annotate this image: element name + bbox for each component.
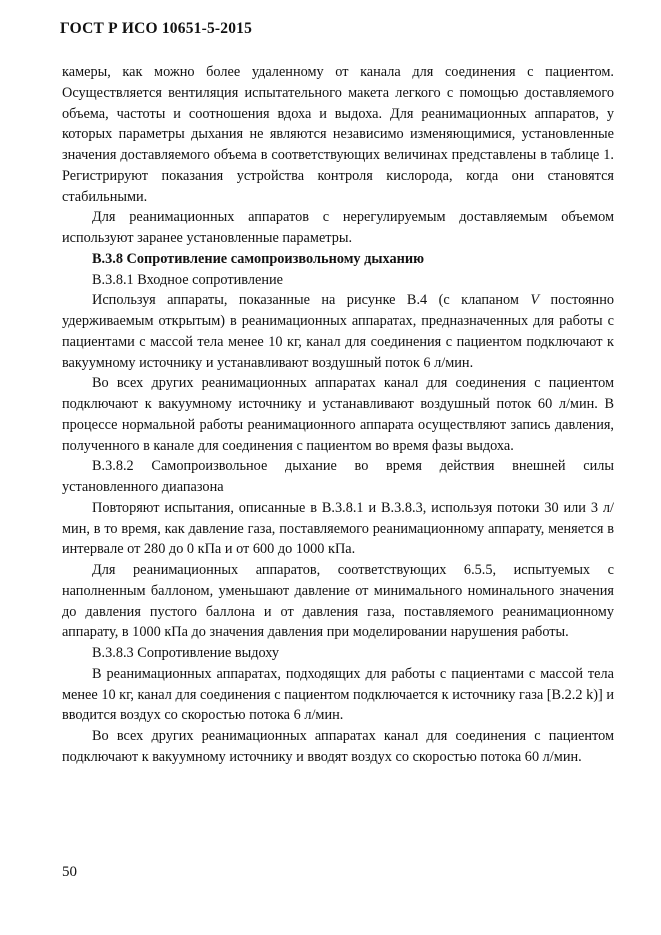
valve-symbol: V — [530, 292, 540, 309]
paragraph-continuation: камеры, как можно более удаленному от канала для соединения с пациентом. Осуществляется вентиляция испытательного макета легкого с помощью доставляемого объема, частоты и соотношения вдоха и выдоха. Для реанимационных аппаратов, у которых параметры дыхания не являются независимо изменяющимися, установленные значения доставляемого объема в соответствующих величинах представлены в таблице 1. Регистрируют показания устройства контроля кислорода, когда они становятся стабильными. — [62, 64, 614, 205]
section-heading-b38: B.3.8 Сопротивление самопроизвольному дыханию — [92, 250, 425, 267]
subsection-heading-b383: B.3.8.3 Сопротивление выдоху — [92, 645, 280, 661]
paragraph-input-resistance — [62, 290, 614, 373]
subsection-heading-b382: B.3.8.2 Самопроизвольное дыхание во время действия внешней силы установленного диапазона — [62, 458, 614, 495]
paragraph-other-resuscitators: Во всех других реанимационных аппаратах канал для соединения с пациентом подключают к вакуумному источнику и устанавливают воздушный поток 60 л/мин. В процессе нормальной работы реанимационного аппарата осуществляют запись давления, полученного в канале для соединения с пациентом во время фазы выдоха. — [62, 375, 614, 454]
subsection-heading-b381: B.3.8.1 Входное сопротивление — [92, 271, 283, 288]
document-body — [62, 62, 614, 768]
paragraph-cylinder: Для реанимационных аппаратов, соответствующих 6.5.5, испытуемых с наполненным баллоном, уменьшают давление от минимального номинального значения до давления пустого баллона и от давления газа, поставляемого реанимационному аппарату, в 1000 кПа до значения давления при моделировании нарушения работы. — [62, 562, 614, 641]
paragraph-text: постоянно удерживаемым открытым) в реанимационных аппаратах, предназначенных для работы с пациентами с массой тела менее 10 кг, канал для соединения с пациентом подключают к вакуумному источнику и устанавливают воздушный поток 6 л/мин. — [62, 292, 614, 371]
paragraph-expiratory-other: Во всех других реанимационных аппаратах канал для соединения с пациентом подключают к вакуумному источнику и вводят воздух со скоростью потока 60 л/мин. — [62, 728, 614, 765]
paragraph-repeat-tests: Повторяют испытания, описанные в В.3.8.1 и В.3.8.3, используя потоки 30 или 3 л/мин, в то время, как давление газа, поставляемого реанимационному аппарату, меняется в интервале от 280 до 0 кПа и от 600 до 1000 кПа. — [62, 499, 614, 558]
paragraph-expiratory-small: В реанимационных аппаратах, подходящих для работы с пациентами с массой тела менее 10 кг, канал для соединения с пациентом подключается к источнику газа [В.2.2 k)] и вводится воздух со скоростью потока 6 л/мин. — [62, 665, 614, 724]
page-number: 50 — [62, 864, 77, 880]
paragraph-text: Используя аппараты, показанные на рисунке В.4 (с клапаном — [92, 292, 531, 309]
paragraph-fixed-volume: Для реанимационных аппаратов с нерегулируемым доставляемым объемом используют заранее установленные параметры. — [62, 209, 614, 246]
document-header: ГОСТ Р ИСО 10651-5-2015 — [60, 20, 253, 37]
